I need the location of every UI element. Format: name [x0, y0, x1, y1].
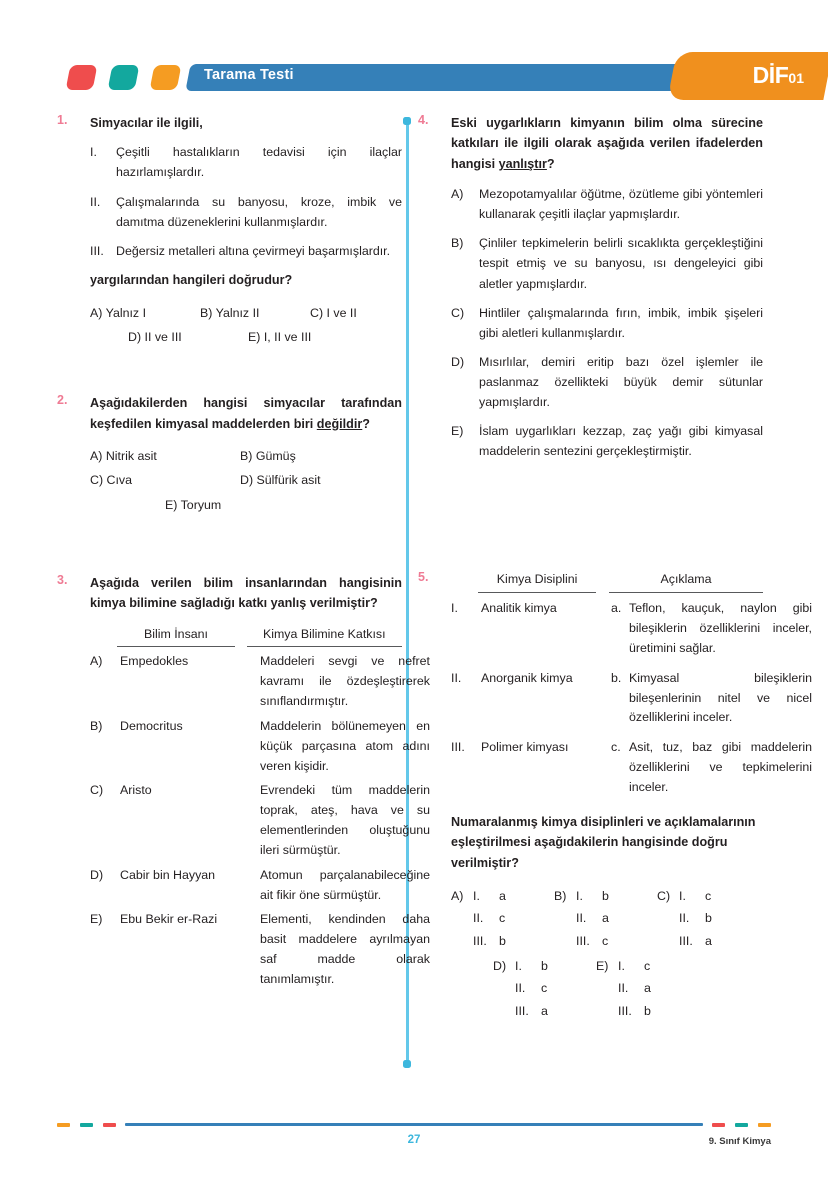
- match-value: a: [541, 1003, 548, 1018]
- table-row[interactable]: [451, 669, 812, 729]
- match-value: b: [541, 958, 548, 973]
- table-row[interactable]: [90, 910, 430, 989]
- question-5-table: [451, 570, 812, 797]
- row-discipline: Anorganik kimya: [481, 670, 573, 685]
- table-header-row: [90, 625, 402, 648]
- choice-letter: C): [451, 305, 465, 320]
- choice-c[interactable]: C) Cıva: [90, 473, 132, 488]
- question-3-number: 3.: [57, 572, 68, 587]
- match-value: b: [644, 1003, 651, 1018]
- match-numeral: I.: [679, 888, 686, 903]
- row-letter: b.: [611, 670, 622, 685]
- choice-c[interactable]: [451, 303, 763, 343]
- row-explanation: [611, 599, 812, 659]
- question-1-premises: [90, 142, 402, 260]
- premise-item: [90, 142, 402, 182]
- choice-d[interactable]: D) II ve III: [128, 329, 182, 344]
- match-numeral: III.: [515, 1003, 529, 1018]
- stem-part-1: Eski uygarlıkların kimyanın bilim olma sürecine katkıları ile ilgili olarak aşağıda verilen ifadelerden hangisi: [451, 116, 763, 171]
- logo-text: [753, 64, 804, 87]
- match-value: c: [541, 981, 548, 996]
- question-4-number: 4.: [418, 113, 429, 127]
- question-4-choices: [451, 184, 763, 461]
- match-value: c: [705, 888, 712, 903]
- choice-e[interactable]: E) I, II ve III: [248, 329, 312, 344]
- match-value: a: [499, 888, 506, 903]
- choice-letter: B): [554, 888, 567, 903]
- table-row[interactable]: [90, 781, 430, 860]
- left-column: [57, 113, 430, 990]
- match-value: a: [705, 934, 712, 949]
- choice-b[interactable]: [554, 885, 657, 953]
- question-1-stem: Simyacılar ile ilgili,: [90, 116, 203, 130]
- logo-main: DİF: [752, 62, 789, 88]
- row-letter: C): [90, 783, 104, 798]
- choice-c[interactable]: [657, 885, 760, 953]
- match-value: b: [602, 888, 609, 903]
- match-numeral: II.: [576, 911, 587, 926]
- stem-part-1: Aşağıdakilerden hangisi simyacılar tarafından keşfedilen kimyasal maddelerden biri: [90, 396, 402, 431]
- right-column: [418, 113, 812, 1022]
- decor-tag-teal-icon: [108, 65, 140, 90]
- choice-b[interactable]: [451, 233, 763, 293]
- page-header: [0, 58, 828, 102]
- row-desc: Elementi, kendinden daha basit maddelere ayrılmayan saf madde olarak tanımlamıştır.: [260, 912, 430, 986]
- match-value: c: [499, 911, 506, 926]
- table-header-contribution: Kimya Bilimine Katkısı: [247, 625, 402, 648]
- match-value: a: [644, 981, 651, 996]
- row-letter: B): [90, 718, 103, 733]
- footer-rule: [57, 1120, 771, 1130]
- row-numeral: I.: [451, 601, 458, 616]
- row-discipline: Polimer kimyası: [481, 740, 569, 755]
- row-letter: E): [90, 912, 103, 927]
- footer-dash-orange-left-icon: [57, 1123, 70, 1127]
- match-numeral: III.: [473, 934, 487, 949]
- question-2-stem: [90, 393, 402, 434]
- match-numeral: II.: [679, 911, 690, 926]
- table-header-scientist: Bilim İnsanı: [117, 625, 234, 648]
- match-numeral: I.: [515, 958, 522, 973]
- choice-d[interactable]: [493, 955, 596, 1023]
- row-explanation: [611, 738, 812, 798]
- table-row[interactable]: [90, 652, 430, 712]
- stem-underlined: yanlıştır: [498, 156, 547, 171]
- question-2-choices: [90, 444, 402, 517]
- choice-b[interactable]: B) Yalnız II: [200, 306, 260, 321]
- choice-text: Mısırlılar, demiri eritip bazı özel işlemler ile paslanmaz özellikteki büyük demir sütunlar yapmışlardır.: [479, 354, 763, 410]
- stem-part-2: ?: [546, 156, 555, 171]
- row-desc: Evrendeki tüm maddelerin toprak, ateş, hava ve su elementlerinden oluştuğunu ileri sürmüştür.: [260, 783, 430, 857]
- question-1-choices: [90, 302, 402, 349]
- footer-dash-teal-left-icon: [80, 1123, 93, 1127]
- row-desc: Maddeleri sevgi ve nefret kavramı ile özdeşleştirerek sınıflandırmıştır.: [260, 654, 430, 709]
- table-row[interactable]: [451, 599, 812, 659]
- row-desc: Asit, tuz, baz gibi maddelerin özelliklerini ve tepkimelerini inceler.: [629, 740, 812, 794]
- match-value: b: [499, 934, 506, 949]
- stem-underlined: değildir: [316, 416, 363, 431]
- choice-a[interactable]: A) Yalnız I: [90, 306, 147, 321]
- table-header-row: [451, 570, 763, 593]
- footer-label: 9. Sınıf Kimya: [708, 1136, 771, 1147]
- row-letter: a.: [611, 601, 622, 616]
- decor-tag-orange-icon: [150, 65, 182, 90]
- footer-dash-red-right-icon: [712, 1123, 725, 1127]
- choice-a[interactable]: [451, 885, 554, 953]
- match-value: c: [644, 958, 651, 973]
- choice-letter: E): [596, 958, 609, 973]
- logo-number: 01: [788, 70, 804, 86]
- match-numeral: III.: [618, 1003, 632, 1018]
- choice-letter: E): [451, 424, 464, 439]
- row-name: Aristo: [120, 783, 152, 798]
- match-numeral: III.: [576, 934, 590, 949]
- footer-bar: [125, 1123, 703, 1126]
- choice-text: İslam uygarlıkları kezzap, zaç yağı gibi kimyasal maddelerin sentezini gerçekleştirmiştir.: [479, 424, 763, 459]
- question-4-stem: [451, 113, 763, 174]
- footer-dash-red-left-icon: [103, 1123, 116, 1127]
- choice-d[interactable]: [451, 352, 763, 412]
- row-discipline: Analitik kimya: [481, 601, 557, 616]
- choice-e[interactable]: [451, 421, 763, 461]
- choice-text: Çinliler tepkimelerin belirli sıcaklıkta gerçekleştiğini tespit etmiş ve su banyosu, ısı dengeleyici gibi aletler yapmışlardır.: [479, 236, 763, 291]
- question-1-number: 1.: [57, 113, 68, 127]
- choice-letter: A): [451, 187, 464, 202]
- page-number: 27: [407, 1134, 421, 1146]
- row-letter: c.: [611, 740, 621, 755]
- choice-b[interactable]: B) Gümüş: [240, 449, 296, 464]
- premise-item: [90, 192, 402, 232]
- row-name: Ebu Bekir er-Razi: [120, 912, 218, 927]
- question-5-ask: Numaralanmış kimya disiplinleri ve açıklamalarının eşleştirilmesi aşağıdakilerin hangisinde doğru verilmiştir?: [451, 814, 756, 870]
- choice-text: Hintliler çalışmalarında fırın, imbik, imbik şişeleri gibi aletleri kullanmışlardır.: [479, 305, 763, 340]
- choice-a[interactable]: [451, 184, 763, 224]
- premise-text: Değersiz metalleri altına çevirmeyi başarmışlardır.: [116, 243, 391, 258]
- footer-dash-teal-right-icon: [735, 1123, 748, 1127]
- choice-letter: B): [451, 236, 464, 251]
- row-desc: Atomun parçalanabileceğine ait fikir öne sürmüştür.: [260, 867, 430, 902]
- choice-letter: D): [493, 958, 507, 973]
- match-numeral: I.: [473, 888, 480, 903]
- match-numeral: II.: [618, 981, 629, 996]
- header-title: Tarama Testi: [204, 67, 294, 83]
- premise-numeral: III.: [90, 243, 104, 258]
- premise-numeral: I.: [90, 145, 97, 160]
- table-row[interactable]: [90, 717, 430, 777]
- row-numeral: II.: [451, 670, 462, 685]
- footer-dash-orange-right-icon: [758, 1123, 771, 1127]
- match-numeral: III.: [679, 934, 693, 949]
- choice-e[interactable]: [596, 955, 699, 1023]
- match-numeral: I.: [576, 888, 583, 903]
- choice-text: Mezopotamyalılar öğütme, özütleme gibi yöntemleri kullanarak çeşitli ilaçlar yapmışlardır.: [479, 187, 763, 222]
- choice-d[interactable]: D) Sülfürik asit: [240, 473, 321, 488]
- choice-a[interactable]: A) Nitrik asit: [90, 449, 157, 464]
- row-letter: A): [90, 654, 103, 669]
- match-numeral: II.: [515, 981, 526, 996]
- decor-tag-red-icon: [66, 65, 98, 90]
- choice-letter: A): [451, 888, 464, 903]
- choice-letter: D): [451, 354, 465, 369]
- match-numeral: II.: [473, 911, 484, 926]
- question-5: [418, 570, 812, 1022]
- question-1-ask: yargılarından hangileri doğrudur?: [90, 272, 293, 287]
- match-value: b: [705, 911, 712, 926]
- row-desc: Teflon, kauçuk, naylon gibi bileşiklerin özelliklerini inceler, üretimini sağlar.: [629, 601, 812, 655]
- choice-e[interactable]: E) Toryum: [165, 497, 222, 512]
- row-explanation: [611, 669, 812, 729]
- row-desc: Kimyasal bileşiklerin bileşenlerinin nitel ve nicel özelliklerini inceler.: [629, 670, 812, 725]
- match-numeral: I.: [618, 958, 625, 973]
- table-row[interactable]: [90, 866, 430, 906]
- question-3-stem: Aşağıda verilen bilim insanlarından hangisinin kimya bilimine sağladığı katkı yanlış verilmiştir?: [90, 575, 402, 611]
- question-5-choices: [451, 885, 763, 1022]
- match-value: a: [602, 911, 609, 926]
- row-name: Democritus: [120, 718, 183, 733]
- question-3: [57, 572, 430, 990]
- question-1: [57, 113, 402, 349]
- match-row-top: [451, 885, 763, 953]
- question-2-number: 2.: [57, 393, 68, 408]
- table-row[interactable]: [451, 738, 812, 798]
- match-value: c: [602, 934, 609, 949]
- table-header-explanation: Açıklama: [609, 570, 763, 593]
- premise-item: [90, 241, 402, 261]
- question-5-number: 5.: [418, 570, 429, 585]
- question-4: [418, 113, 763, 461]
- premise-text: Çalışmalarında su banyosu, kroze, imbik ve damıtma düzeneklerini kullanmışlardır.: [116, 194, 402, 229]
- choice-letter: C): [657, 888, 671, 903]
- question-3-table: [90, 625, 430, 990]
- table-header-discipline: Kimya Disiplini: [478, 570, 596, 593]
- row-numeral: III.: [451, 740, 465, 755]
- row-desc: Maddelerin bölünemeyen en küçük parçasına atom adını veren kişidir.: [260, 718, 430, 773]
- stem-part-2: ?: [362, 416, 370, 431]
- premise-numeral: II.: [90, 194, 101, 209]
- choice-c[interactable]: C) I ve II: [310, 306, 357, 321]
- row-name: Cabir bin Hayyan: [120, 867, 216, 882]
- row-name: Empedokles: [120, 654, 189, 669]
- premise-text: Çeşitli hastalıkların tedavisi için ilaçlar hazırlamışlardır.: [116, 145, 402, 180]
- question-2: [57, 393, 402, 516]
- row-letter: D): [90, 867, 104, 882]
- match-row-bottom: [451, 955, 763, 1023]
